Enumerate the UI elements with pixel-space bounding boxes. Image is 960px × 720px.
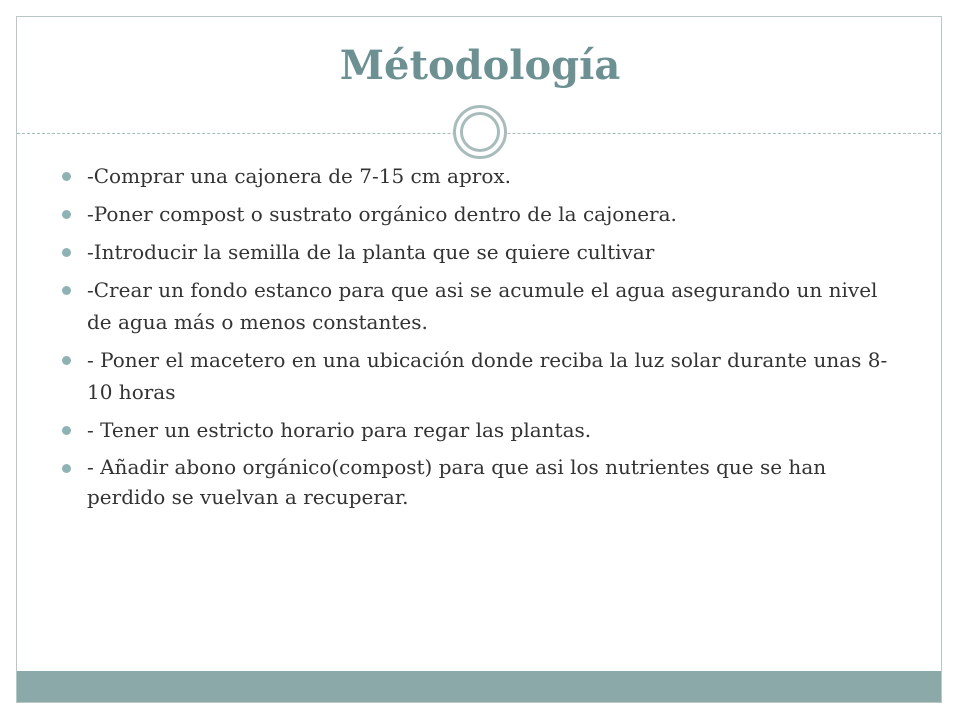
list-item [60,160,900,192]
ring-inner-icon [460,112,500,152]
slide-title: Métodología [339,42,621,89]
list-item-text: - Añadir abono orgánico(compost) para que asi los nutrientes que se han perdido se vuelvan a recuperar. [87,455,827,509]
bullet-icon [62,248,71,257]
bullet-icon [62,464,71,473]
bullet-icon [62,426,71,435]
bullet-list [60,160,900,518]
list-item [60,452,900,512]
ring-ornament-icon [453,105,507,159]
list-item [60,198,900,230]
bullet-icon [62,172,71,181]
list-item-text: - Poner el macetero en una ubicación donde reciba la luz solar durante unas 8-10 horas [87,348,888,404]
list-item [60,344,900,408]
footer-accent-bar [17,671,941,702]
list-item-text: -Poner compost o sustrato orgánico dentro de la cajonera. [87,202,677,226]
bullet-icon [62,286,71,295]
list-item-text: -Introducir la semilla de la planta que se quiere cultivar [87,240,655,264]
bullet-icon [62,210,71,219]
list-item-text: -Crear un fondo estanco para que asi se acumule el agua asegurando un nivel de agua más o menos constantes. [87,278,878,334]
list-item [60,236,900,268]
list-item [60,274,900,338]
list-item-text: -Comprar una cajonera de 7-15 cm aprox. [87,164,512,188]
bullet-icon [62,356,71,365]
list-item [60,414,900,446]
list-item-text: - Tener un estricto horario para regar las plantas. [87,418,592,442]
